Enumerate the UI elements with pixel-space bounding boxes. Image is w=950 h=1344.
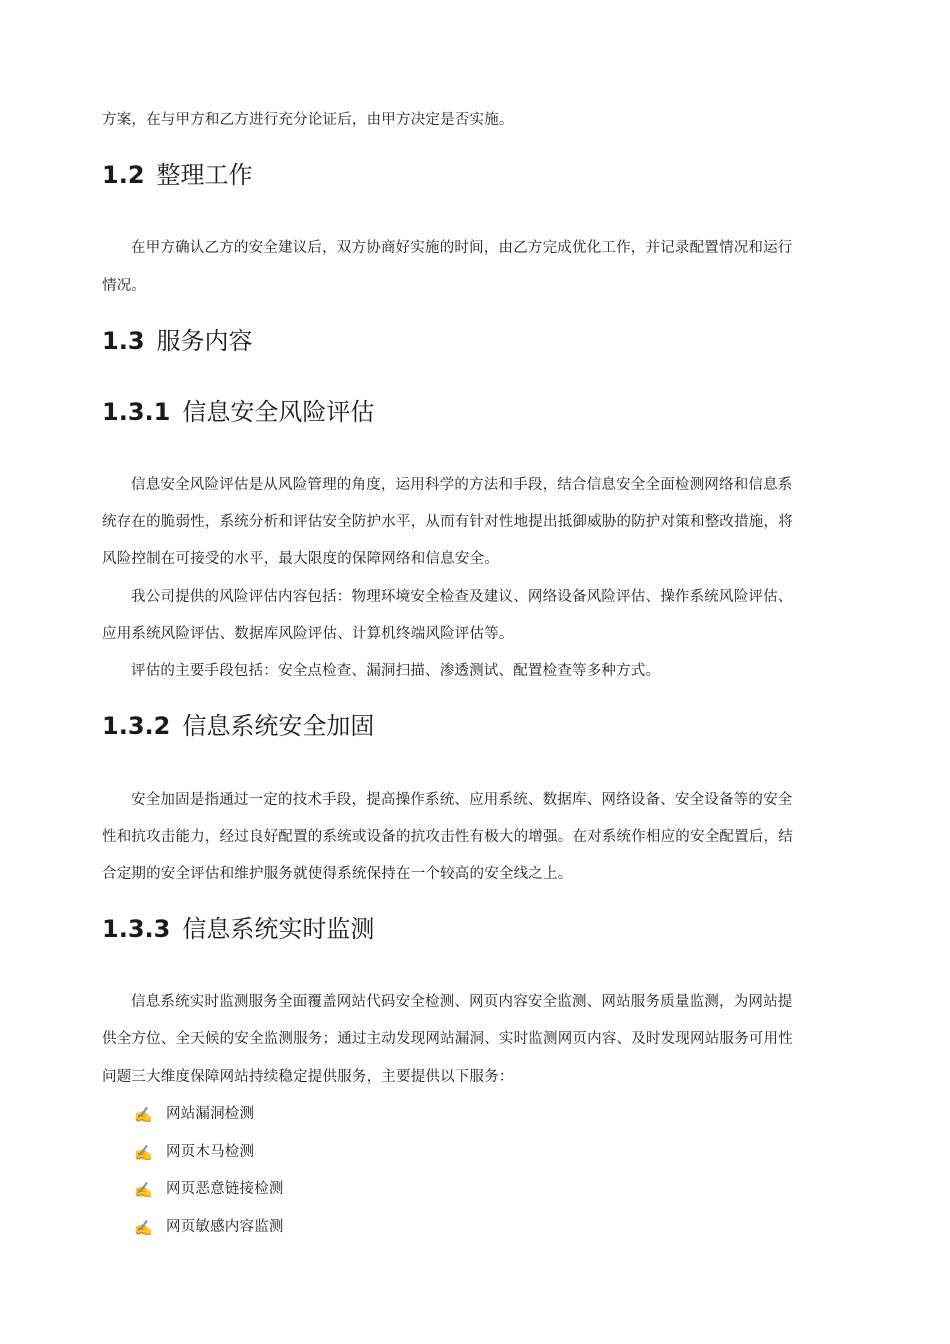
writing-hand-icon: ✍ bbox=[134, 1144, 153, 1162]
writing-hand-icon: ✍ bbox=[134, 1219, 153, 1237]
section-number: 1.3.2 bbox=[102, 712, 171, 740]
bullet-item: 网页恶意链接检测 bbox=[166, 1181, 284, 1197]
section-heading-1-3-1 bbox=[102, 397, 374, 427]
paragraph-line: 性和抗攻击能力，经过良好配置的系统或设备的抗攻击性有极大的增强。在对系统作相应的安全配置后，结 bbox=[102, 829, 793, 845]
section-number: 1.2 bbox=[102, 161, 145, 189]
paragraph-line: 评估的主要手段包括：安全点检查、漏洞扫描、渗透测试、配置检查等多种方式。 bbox=[131, 663, 661, 679]
paragraph-line: 安全加固是指通过一定的技术手段，提高操作系统、应用系统、数据库、网络设备、安全设备等的安全 bbox=[131, 792, 793, 808]
section-title: 服务内容 bbox=[156, 327, 253, 355]
paragraph-line: 情况。 bbox=[102, 278, 147, 294]
section-title: 整理工作 bbox=[156, 161, 253, 189]
paragraph-line: 信息安全风险评估是从风险管理的角度，运用科学的方法和手段，结合信息安全全面检测网络和信息系 bbox=[131, 477, 793, 493]
section-title: 信息系统实时监测 bbox=[182, 915, 375, 943]
paragraph-line: 信息系统实时监测服务全面覆盖网站代码安全检测、网页内容安全监测、网站服务质量监测，为网站提 bbox=[131, 994, 793, 1010]
section-heading-1-3-3 bbox=[102, 914, 374, 944]
section-number: 1.3 bbox=[102, 327, 145, 355]
paragraph-line: 在甲方确认乙方的安全建议后，双方协商好实施的时间，由乙方完成优化工作，并记录配置情况和运行 bbox=[131, 240, 793, 256]
section-heading-1-3-2 bbox=[102, 711, 374, 741]
bullet-item: 网站漏洞检测 bbox=[166, 1106, 255, 1122]
section-number: 1.3.3 bbox=[102, 915, 171, 943]
writing-hand-icon: ✍ bbox=[134, 1181, 153, 1199]
bullet-item: 网页敏感内容监测 bbox=[166, 1219, 284, 1235]
paragraph-line: 问题三大维度保障网站持续稳定提供服务，主要提供以下服务： bbox=[102, 1069, 514, 1085]
section-title: 信息安全风险评估 bbox=[182, 398, 375, 426]
section-title: 信息系统安全加固 bbox=[182, 712, 375, 740]
paragraph-line: 我公司提供的风险评估内容包括：物理环境安全检查及建议、网络设备风险评估、操作系统风险评估、 bbox=[131, 589, 793, 605]
paragraph-line: 供全方位、全天候的安全监测服务；通过主动发现网站漏洞、实时监测网页内容、及时发现网站服务可用性 bbox=[102, 1031, 793, 1047]
paragraph-line: 风险控制在可接受的水平，最大限度的保障网络和信息安全。 bbox=[102, 551, 499, 567]
paragraph-line: 应用系统风险评估、数据库风险评估、计算机终端风险评估等。 bbox=[102, 626, 514, 642]
writing-hand-icon: ✍ bbox=[134, 1106, 153, 1124]
section-heading-1-3 bbox=[102, 326, 253, 356]
paragraph-line: 统存在的脆弱性，系统分析和评估安全防护水平，从而有针对性地提出抵御威胁的防护对策和整改措施，将 bbox=[102, 514, 793, 530]
bullet-item: 网页木马检测 bbox=[166, 1144, 255, 1160]
section-number: 1.3.1 bbox=[102, 398, 171, 426]
intro-line: 方案，在与甲方和乙方进行充分论证后，由甲方决定是否实施。 bbox=[102, 112, 514, 128]
paragraph-line: 合定期的安全评估和维护服务就使得系统保持在一个较高的安全线之上。 bbox=[102, 866, 573, 882]
section-heading-1-2 bbox=[102, 160, 253, 190]
